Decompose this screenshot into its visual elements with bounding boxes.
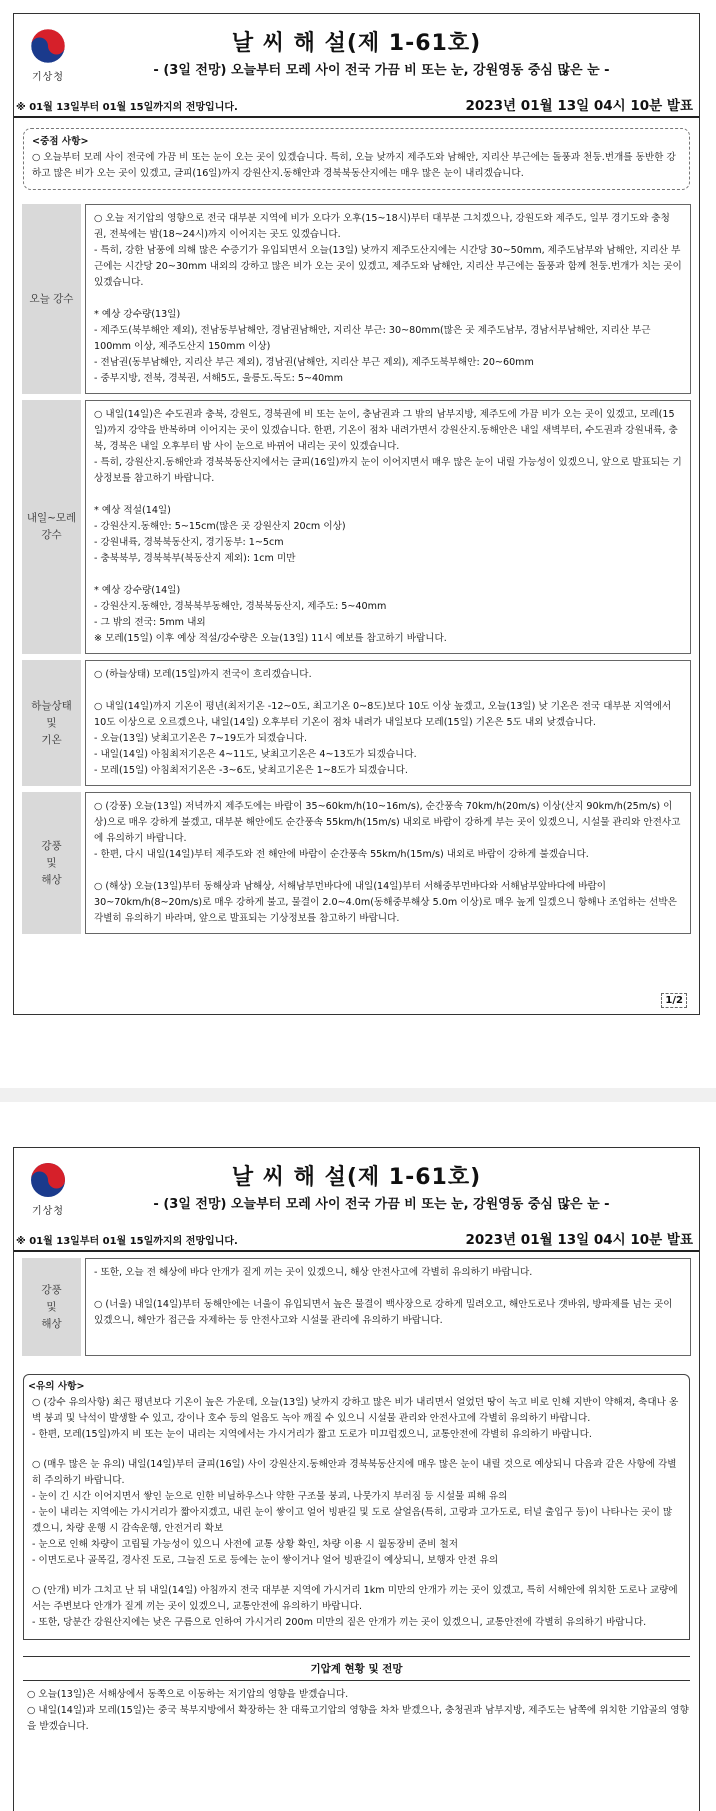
meta-row	[14, 1230, 699, 1252]
text-line: - 강원산지.동해안: 5~15cm(많은 곳 강원산지 20cm 이상)	[94, 521, 346, 532]
page-header	[14, 1148, 699, 1217]
page-number: 1/2	[661, 993, 687, 1008]
page-2	[13, 1147, 700, 1811]
text-line: - 특히, 강원산지.동해안과 경북북동산지에서는 글피(16일)까지 눈이 이어지면서 매우 많은 눈이 내릴 가능성이 있겠으니, 앞으로 발표되는 기상정보를 참고하기 바랍니다.	[94, 457, 682, 484]
text-line: ○ 오늘(13일)은 서해상에서 동쪽으로 이동하는 저기압의 영향을 받겠습니다.	[27, 1689, 349, 1700]
text-line: ○ 내일(14일)까지 기온이 평년(최저기온 -12~0도, 최고기온 0~8도)보다 10도 이상 높겠고, 오늘(13일) 낮 기온은 전국 대부분 지역에서 10도 이상으로 오르겠으나, 내일(14일) 오후부터 기온이 점차 내려가 내일보다 모레(15일) 기온은 5도 내외 낮겠습니다.	[94, 701, 672, 728]
text-line: ○ (하늘상태) 모레(15일)까지 전국이 흐리겠습니다.	[94, 669, 312, 680]
text-line: * 예상 강수량(13일)	[94, 309, 181, 320]
spacer	[32, 1569, 681, 1583]
text-line: - 이면도로나 골목길, 경사진 도로, 그늘진 도로 등에는 눈이 쌓이거나 얼어 빙판길이 예상되니, 보행자 안전 유의	[32, 1555, 499, 1566]
text-line: - 눈이 내리는 지역에는 가시거리가 짧아지겠고, 내린 눈이 쌓이고 얼어 빙판길 및 도로 살얼음(특히, 고랑과 고가도로, 터널 출입구 등)이 나타나는 곳이 많겠으니, 차량 운행 시 감속운행, 안전거리 확보	[32, 1507, 673, 1534]
section-body	[85, 400, 691, 654]
issued-time: 2023년 01월 13일 04시 10분 발표	[465, 98, 693, 114]
spacer	[94, 683, 682, 699]
logo-text: 기상청	[32, 72, 64, 83]
key-points-text: ○ 오늘부터 모레 사이 전국에 가끔 비 또는 눈이 오는 곳이 있겠습니다. 특히, 오늘 낮까지 제주도와 남해안, 지리산 부근에는 돌풍과 천둥.번개를 동반한 강하고 많은 비가 오는 곳이 있겠고, 글피(16일)까지 강원산지.동해안과 경북북동산지에는 매우 많은 눈이 내리겠습니다.	[32, 152, 676, 179]
text-line: ○ (너울) 내일(14일)부터 동해안에는 너울이 유입되면서 높은 물결이 백사장으로 강하게 밀려오고, 해안도로나 갯바위, 방파제를 넘는 곳이 있겠으니, 해안가 접근을 자제하는 등 안전사고와 시설물 관리에 유의하기 바랍니다.	[94, 1299, 673, 1326]
section-body	[85, 660, 691, 786]
text-line: - 전남권(동부남해안, 지리산 부근 제외), 경남권(남해안, 지리산 부근 제외), 제주도북부해안: 20~60mm	[94, 357, 534, 368]
pressure-section	[23, 1656, 690, 1735]
page-1	[13, 13, 700, 1015]
text-line: ○ (안개) 비가 그치고 난 뒤 내일(14일) 아침까지 전국 대부분 지역에 가시거리 1km 미만의 안개가 끼는 곳이 있겠고, 특히 서해안에 위치한 도로나 교량에서는 주변보다 안개가 짙게 끼는 곳이 있겠으니, 교통안전에 유의하기 바랍니다.	[32, 1585, 678, 1612]
text-line: - 그 밖의 전국: 5mm 내외	[94, 617, 206, 628]
page-subtitle: - (3일 전망) 오늘부터 모레 사이 전국 가끔 비 또는 눈, 강원영동 중심 많은 눈 -	[153, 63, 610, 78]
spacer	[94, 863, 682, 879]
section-label: 강풍 및 해상	[22, 792, 81, 934]
text-line: - 또한, 오늘 전 해상에 바다 안개가 짙게 끼는 곳이 있겠으니, 해상 안전사고에 각별히 유의하기 바랍니다.	[94, 1267, 533, 1278]
key-points-box	[23, 128, 690, 190]
page-subtitle: - (3일 전망) 오늘부터 모레 사이 전국 가끔 비 또는 눈, 강원영동 중심 많은 눈 -	[153, 1197, 610, 1212]
section-wind-marine	[22, 792, 691, 934]
text-line: ○ 내일(14일)은 수도권과 충북, 강원도, 경북권에 비 또는 눈이, 충남권과 그 밖의 남부지방, 제주도에 가끔 비가 오는 곳이 있겠고, 모레(15일)까지 강약을 반복하며 이어지는 곳이 있겠습니다. 한편, 기온이 점차 내려가면서 강원산지.동해안은 내일 새벽부터, 수도권과 강원내륙, 충북, 경북은 내일 오후부터 밤 사이 눈으로 바뀌어 내리는 곳이 있겠습니다.	[94, 409, 678, 452]
spacer	[94, 291, 682, 307]
section-label: 오늘 강수	[22, 204, 81, 394]
text-line: - 내일(14일) 아침최저기온은 4~11도, 낮최고기온은 4~13도가 되겠습니다.	[94, 749, 417, 760]
text-line: - 한편, 다시 내일(14일)부터 제주도와 전 해안에 바람이 순간풍속 55km/h(15m/s) 내외로 바람이 강하게 불겠습니다.	[94, 849, 589, 860]
page-header	[14, 14, 699, 83]
spacer	[94, 567, 682, 583]
text-line: ○ (강풍) 오늘(13일) 저녁까지 제주도에는 바람이 35~60km/h(10~16m/s), 순간풍속 70km/h(20m/s) 이상(산지 90km/h(25m/s) 이상)으로 매우 강하게 불겠고, 대부분 해안에도 순간풍속 55km/h(15m/s) 내외로 바람이 강하게 부는 곳이 있겠으니, 시설물 관리와 안전사고에 유의하기 바랍니다.	[94, 801, 681, 844]
text-line: - 눈이 긴 시간 이어지면서 쌓인 눈으로 인한 비닐하우스나 약한 구조물 붕괴, 나뭇가지 부러짐 등 시설물 피해 유의	[32, 1491, 508, 1502]
pressure-body	[23, 1681, 690, 1735]
text-line: ○ (강수 유의사항) 최근 평년보다 기온이 높은 가운데, 오늘(13일) 낮까지 강하고 많은 비가 내리면서 얼었던 땅이 녹고 비로 인해 지반이 약해져, 축대나 옹벽 붕괴 및 낙석이 발생할 수 있고, 강이나 호수 등의 얼음도 녹아 깨질 수 있으니 시설물 관리와 안전사고에 각별히 유의하기 바랍니다.	[32, 1397, 679, 1424]
text-line: ○ 오늘 저기압의 영향으로 전국 대부분 지역에 비가 오다가 오후(15~18시)부터 대부분 그치겠으나, 강원도와 제주도, 일부 경기도와 충청권, 전북에는 밤(18~24시)까지 이어지는 곳도 있겠습니다.	[94, 213, 670, 240]
text-line: - 특히, 강한 남풍에 의해 많은 수증기가 유입되면서 오늘(13일) 낮까지 제주도산지에는 시간당 30~50mm, 제주도남부와 남해안, 지리산 부근에는 시간당 20~30mm 내외의 강하고 많은 비가 오는 곳이 있겠고, 제주도와 남해안, 지리산 부근에는 돌풍과 함께 천둥.번개가 치는 곳이 있겠습니다.	[94, 245, 682, 288]
spacer	[94, 487, 682, 503]
text-line: - 강원내륙, 경북북동산지, 경기동부: 1~5cm	[94, 537, 284, 548]
meta-row	[14, 96, 699, 118]
section-body	[85, 792, 691, 934]
logo-text: 기상청	[32, 1206, 64, 1217]
text-line: * 예상 적설(14일)	[94, 505, 171, 516]
section-body	[85, 1258, 691, 1356]
key-points-title: <중점 사항>	[32, 136, 89, 147]
text-line: - 제주도(북부해안 제외), 전남동부남해안, 경남권남해안, 지리산 부근: 30~80mm(많은 곳 제주도남부, 경남서부남해안, 지리산 부근 100mm 이상, 제주도산지 150mm 이상)	[94, 325, 651, 352]
section-today-precip	[22, 204, 691, 394]
text-line: - 오늘(13일) 낮최고기온은 7~19도가 되겠습니다.	[94, 733, 308, 744]
section-sky-temperature	[22, 660, 691, 786]
pressure-title: 기압계 현황 및 전망	[23, 1656, 690, 1681]
page-title: 날 씨 해 설(제 1-61호)	[231, 1165, 482, 1190]
text-line: - 모레(15일) 아침최저기온은 -3~6도, 낮최고기온은 1~8도가 되겠습니다.	[94, 765, 408, 776]
text-line: * 예상 강수량(14일)	[94, 585, 181, 596]
issued-time: 2023년 01월 13일 04시 10분 발표	[465, 1232, 693, 1248]
text-line: ○ 내일(14일)과 모레(15일)는 중국 북부지방에서 확장하는 찬 대륙고기압의 영향을 차차 받겠으나, 충청권과 남부지방, 제주도는 남쪽에 위치한 기압골의 영향을 받겠습니다.	[27, 1705, 689, 1732]
cautions-body	[32, 1395, 681, 1631]
text-line: ※ 모레(15일) 이후 예상 적설/강수량은 오늘(13일) 11시 예보를 참고하기 바랍니다.	[94, 633, 447, 644]
forecast-period: ※ 01월 13일부터 01월 15일까지의 전망입니다.	[16, 1236, 238, 1247]
text-line: - 충북북부, 경북북부(북동산지 제외): 1cm 미만	[94, 553, 296, 564]
section-wind-marine-cont	[22, 1258, 691, 1356]
section-tomorrow-precip	[22, 400, 691, 654]
spacer	[32, 1443, 681, 1457]
spacer	[94, 1281, 682, 1297]
text-line: - 한편, 모레(15일)까지 비 또는 눈이 내리는 지역에서는 가시거리가 짧고 도로가 미끄럽겠으니, 교통안전에 각별히 유의하기 바랍니다.	[32, 1429, 592, 1440]
text-line: - 눈으로 인해 차량이 고립될 가능성이 있으니 사전에 교통 상황 확인, 차량 이용 시 월동장비 준비 철저	[32, 1539, 459, 1550]
forecast-period: ※ 01월 13일부터 01월 15일까지의 전망입니다.	[16, 102, 238, 113]
section-label: 하늘상태 및 기온	[22, 660, 81, 786]
text-line: - 중부지방, 전북, 경북권, 서해5도, 울릉도.독도: 5~40mm	[94, 373, 343, 384]
cautions-box	[23, 1374, 690, 1640]
cautions-title: <유의 사항>	[28, 1381, 85, 1392]
text-line: ○ (해상) 오늘(13일)부터 동해상과 남해상, 서해남부먼바다에 내일(14일)부터 서해중부먼바다와 서해남부앞바다에 바람이 30~70km/h(8~20m/s)로 매우 강하게 불고, 물결이 2.0~4.0m(동해중부해상 5.0m 이상)로 매우 높게 일겠으니 항해나 조업하는 선박은 각별히 유의하기 바라며, 앞으로 발표되는 기상정보를 참고하기 바랍니다.	[94, 881, 677, 924]
section-body	[85, 204, 691, 394]
section-label: 내일~모레 강수	[22, 400, 81, 654]
section-label: 강풍 및 해상	[22, 1258, 81, 1356]
text-line: - 강원산지.동해안, 경북북부동해안, 경북북동산지, 제주도: 5~40mm	[94, 601, 387, 612]
page-title: 날 씨 해 설(제 1-61호)	[231, 31, 482, 56]
text-line: ○ (매우 많은 눈 유의) 내일(14일)부터 글피(16일) 사이 강원산지.동해안과 경북북동산지에 매우 많은 눈이 내릴 것으로 예상되니 다음과 같은 사항에 각별히 주의하기 바랍니다.	[32, 1459, 677, 1486]
text-line: - 또한, 당분간 강원산지에는 낮은 구름으로 인하여 가시거리 200m 미만의 짙은 안개가 끼는 곳이 있겠으니, 교통안전에 각별히 유의하기 바랍니다.	[32, 1617, 647, 1628]
page-gap	[0, 1088, 716, 1102]
